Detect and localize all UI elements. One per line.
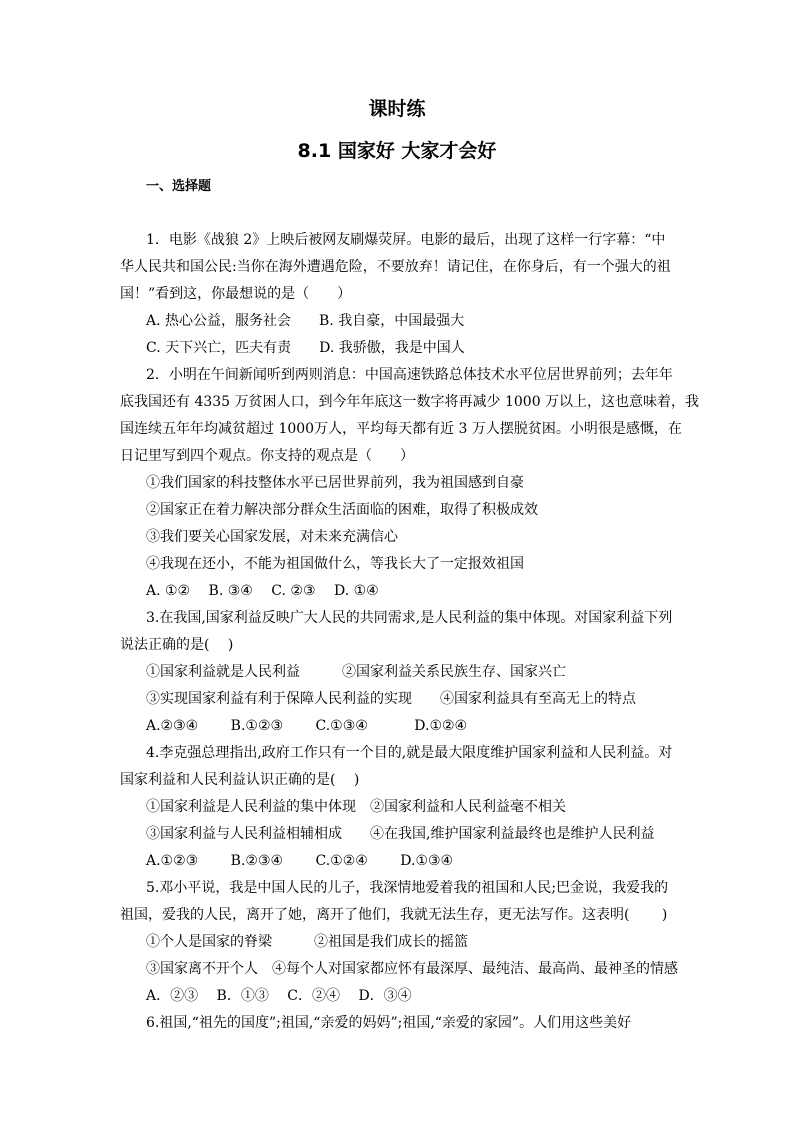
text-line: 祖国，爱我的人民，离开了她，离开了他们，我就无法生存，更无法写作。这表明( ) [120, 907, 668, 923]
text-line: 国家利益和人民利益认识正确的是( ) [120, 772, 360, 788]
statement-line: ①个人是国家的脊梁 ②祖国是我们成长的摇篮 [146, 934, 468, 950]
statement-line: ④我现在还小，不能为祖国做什么，等我长大了一定报效祖国 [146, 556, 524, 572]
text-line: 3.在我国,国家利益反映广大人民的共同需求,是人民利益的集中体现。对国家利益下列 [146, 610, 673, 626]
text-line: 国！”看到这，你最想说的是（ ） [120, 286, 352, 302]
option-line: A.①②③ B.②③④ C.①②④ D.①③④ [146, 853, 454, 869]
text-line: 说法正确的是( ) [120, 637, 234, 653]
text-line: 1．电影《战狼 2》上映后被网友刷爆荧屏。电影的最后，出现了这样一行字幕：“中 [146, 232, 666, 248]
text-line: 华人民共和国公民:当你在海外遭遇危险，不要放弃！请记住，在你身后，有一个强大的祖 [120, 259, 671, 275]
section-heading: 一、选择题 [146, 179, 212, 194]
statement-line: ①我们国家的科技整体水平已居世界前列，我为祖国感到自豪 [146, 475, 524, 491]
statement-line: ①国家利益是人民利益的集中体现 ②国家利益和人民利益毫不相关 [146, 799, 566, 815]
statement-line: ①国家利益就是人民利益 ②国家利益关系民族生存、国家兴亡 [146, 664, 566, 680]
text-line: 4.李克强总理指出,政府工作只有一个目的,就是最大限度维护国家利益和人民利益。对 [146, 745, 673, 761]
text-line: 底我国还有 4335 万贫困人口，到今年年底这一数字将再减少 1000 万以上，这也意味着，我 [120, 394, 700, 410]
text-line: 2．小明在午间新闻听到两则消息：中国高速铁路总体技术水平位居世界前列；去年年 [146, 367, 673, 383]
text-line: 日记里写到四个观点。你支持的观点是（ ） [120, 448, 414, 464]
statement-line: ③国家离不开个人 ④每个人对国家都应怀有最深厚、最纯洁、最高尚、最神圣的情感 [146, 961, 678, 977]
option-line: A. ①② B. ③④ C. ②③ D. ①④ [146, 583, 379, 599]
option-line: A. 热心公益，服务社会 B. 我自豪，中国最强大 [146, 313, 465, 329]
statement-line: ③实现国家利益有利于保障人民利益的实现 ④国家利益具有至高无上的特点 [146, 691, 636, 707]
option-line: C. 天下兴亡，匹夫有责 D. 我骄傲，我是中国人 [146, 340, 465, 356]
option-line: A.②③④ B.①②③ C.①③④ D.①②④ [146, 718, 468, 734]
text-line: 5.邓小平说，我是中国人民的儿子，我深情地爱着我的祖国和人民;巴金说，我爱我的 [146, 880, 669, 896]
text-line: 国连续五年年均减贫超过 1000万人，平均每天都有近 3 万人摆脱贫困。小明很是感慨，在 [120, 421, 682, 437]
statement-line: ③我们要关心国家发展，对未来充满信心 [146, 529, 398, 545]
lesson-subtitle: 8.1 国家好 大家才会好 [297, 140, 497, 162]
page-title: 课时练 [368, 98, 426, 120]
option-line: A．②③ B．①③ C．②④ D．③④ [146, 988, 412, 1004]
statement-line: ②国家正在着力解决部分群众生活面临的困难，取得了积极成效 [146, 502, 538, 518]
statement-line: ③国家利益与人民利益相辅相成 ④在我国,维护国家利益最终也是维护人民利益 [146, 826, 655, 842]
text-line: 6.祖国,“祖先的国度”;祖国,“亲爱的妈妈”;祖国,“亲爱的家园”。人们用这些美好 [146, 1015, 632, 1031]
